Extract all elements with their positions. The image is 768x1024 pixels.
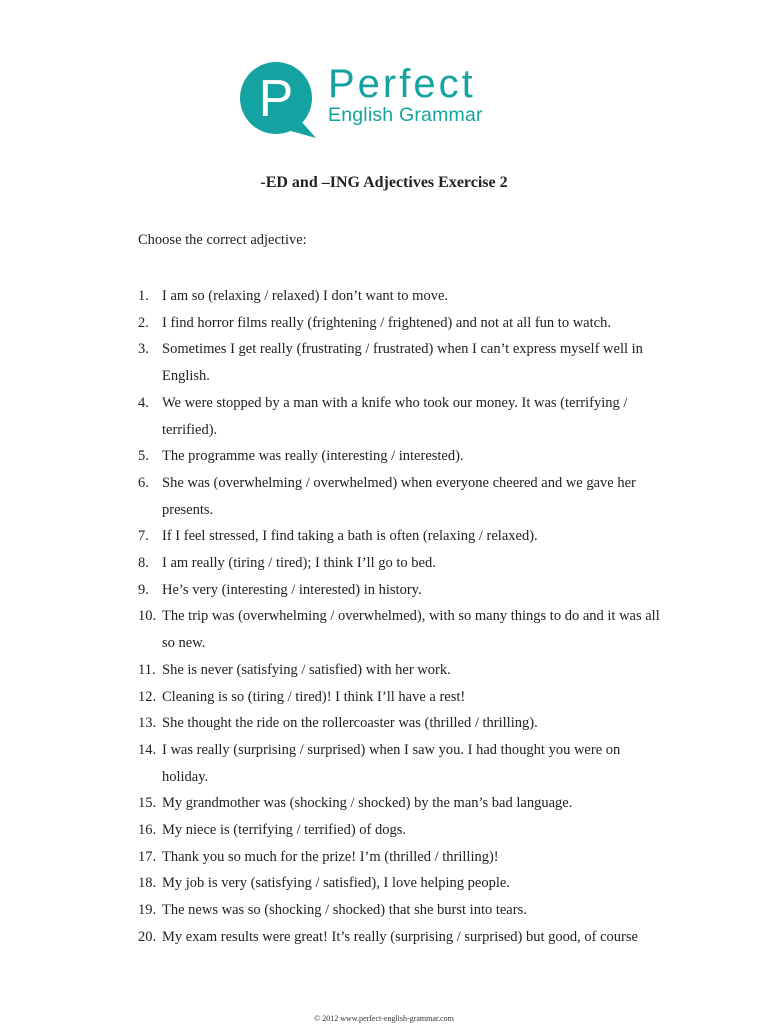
item-text: The programme was really (interesting / interested). bbox=[162, 448, 464, 465]
exercise-list bbox=[138, 283, 668, 951]
item-number: 11. bbox=[138, 661, 156, 678]
item-number: 2. bbox=[138, 314, 149, 331]
list-item bbox=[138, 710, 668, 737]
list-item bbox=[138, 550, 668, 577]
item-text: My grandmother was (shocking / shocked) by the man’s bad language. bbox=[162, 795, 573, 812]
list-item bbox=[138, 390, 668, 443]
item-number: 18. bbox=[138, 875, 157, 892]
item-text: I am so (relaxing / relaxed) I don’t want to move. bbox=[162, 288, 449, 304]
item-number: 19. bbox=[138, 902, 157, 919]
item-text: I find horror films really (frightening / frightened) and not at all fun to watch. bbox=[162, 314, 611, 331]
list-item bbox=[138, 523, 668, 550]
list-item bbox=[138, 443, 668, 470]
item-number: 9. bbox=[138, 581, 149, 598]
logo-subtitle: English Grammar bbox=[328, 104, 483, 126]
item-text: I was really (surprising / surprised) when I saw you. I had thought you were on holiday. bbox=[162, 741, 621, 785]
item-text: She was (overwhelming / overwhelmed) when everyone cheered and we gave her presents. bbox=[162, 474, 636, 518]
list-item bbox=[138, 657, 668, 684]
item-number: 16. bbox=[138, 822, 157, 839]
list-item bbox=[138, 310, 668, 337]
item-number: 3. bbox=[138, 341, 149, 358]
logo-wordmark bbox=[328, 64, 483, 126]
list-item bbox=[138, 870, 668, 897]
speech-bubble-logo-icon bbox=[236, 62, 320, 138]
item-text: The news was so (shocking / shocked) that she burst into tears. bbox=[162, 902, 527, 919]
item-text: She thought the ride on the rollercoaster was (thrilled / thrilling). bbox=[162, 715, 538, 732]
list-item bbox=[138, 817, 668, 844]
item-number: 17. bbox=[138, 848, 157, 865]
item-number: 1. bbox=[138, 288, 149, 304]
item-text: Sometimes I get really (frustrating / frustrated) when I can’t express myself well in English. bbox=[162, 341, 643, 385]
logo-letter: P bbox=[258, 70, 294, 128]
list-item bbox=[138, 470, 668, 523]
list-item bbox=[138, 844, 668, 871]
item-number: 5. bbox=[138, 448, 149, 465]
item-text: She is never (satisfying / satisfied) with her work. bbox=[162, 661, 451, 678]
list-item bbox=[138, 684, 668, 711]
list-item bbox=[138, 897, 668, 924]
item-number: 14. bbox=[138, 741, 157, 758]
list-item bbox=[138, 737, 668, 790]
item-text: Cleaning is so (tiring / tired)! I think I’ll have a rest! bbox=[162, 688, 466, 705]
perfect-english-grammar-logo bbox=[236, 62, 526, 142]
list-item bbox=[138, 577, 668, 604]
list-item bbox=[138, 603, 668, 656]
item-number: 10. bbox=[138, 608, 157, 625]
list-item bbox=[138, 283, 668, 310]
item-number: 13. bbox=[138, 715, 157, 732]
item-number: 6. bbox=[138, 474, 149, 491]
item-number: 7. bbox=[138, 528, 149, 545]
item-text: He’s very (interesting / interested) in history. bbox=[162, 581, 422, 598]
item-text: I am really (tiring / tired); I think I’ll go to bed. bbox=[162, 555, 436, 572]
list-item bbox=[138, 790, 668, 817]
item-text: If I feel stressed, I find taking a bath is often (relaxing / relaxed). bbox=[162, 528, 538, 545]
logo-word: Perfect bbox=[328, 62, 476, 106]
list-item bbox=[138, 336, 668, 389]
item-text: We were stopped by a man with a knife who took our money. It was (terrifying / terrified). bbox=[162, 394, 628, 438]
page-title: -ED and –ING Adjectives Exercise 2 bbox=[260, 174, 508, 191]
item-number: 4. bbox=[138, 394, 149, 411]
exercise-instruction: Choose the correct adjective: bbox=[138, 232, 307, 248]
item-number: 8. bbox=[138, 555, 149, 572]
item-text: My job is very (satisfying / satisfied), I love helping people. bbox=[162, 875, 510, 892]
item-number: 15. bbox=[138, 795, 157, 812]
item-number: 20. bbox=[138, 928, 157, 945]
item-number: 12. bbox=[138, 688, 157, 705]
list-item bbox=[138, 924, 668, 951]
item-text: My exam results were great! It’s really (surprising / surprised) but good, of course bbox=[162, 928, 638, 945]
copyright-footer: © 2012 www.perfect-english-grammar.com bbox=[314, 1014, 454, 1023]
item-text: Thank you so much for the prize! I’m (thrilled / thrilling)! bbox=[162, 848, 499, 865]
item-text: My niece is (terrifying / terrified) of dogs. bbox=[162, 822, 407, 839]
item-text: The trip was (overwhelming / overwhelmed), with so many things to do and it was all so new. bbox=[162, 608, 660, 652]
